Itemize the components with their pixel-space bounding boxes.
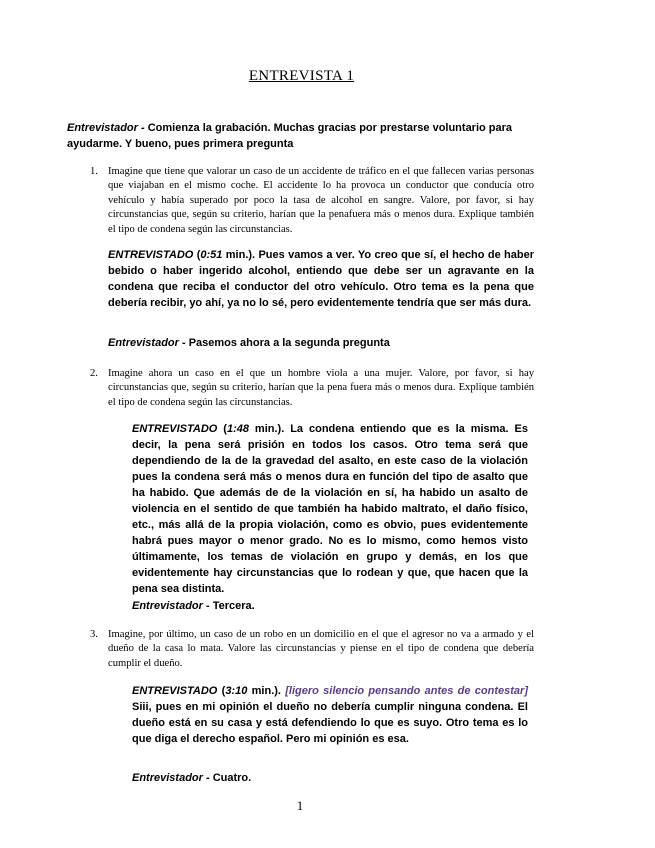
answer-paragraph: ENTREVISTADO (1:48 min.). La condena entiendo que es la misma. Es decir, la pena será prisión en todos los casos. Otro tema será que dependiendo de la de la gravedad del asalto, en este caso de la violación pues la condena será más o menos dura en función del tipo de asalto que ha habido. Que además de de la violación en sí, ha habido un asalto de violencia en el sentido de que también ha habido maltrato, el daño físico, etc., más allá de la propia violación, como es obvio, pues evidentemente habrá pues mayor o menor grado. No es lo mismo, como hemos visto últimamente, los temas de violación en grupo y demás, en los que evidentemente hay circunstancias que lo rodean y que, que hacen que la pena sea distinta.	[132, 423, 528, 595]
answer-time-suffix: min.).	[247, 685, 281, 697]
interviewer-line	[132, 770, 528, 786]
intro-text: Comienza la grabación. Muchas gracias por prestarse voluntario para ayudarme. Y bueno, pues primera pregunta	[67, 122, 513, 150]
answer-text: Siii, pues en mi opinión el dueño no debería cumplir ninguna condena. El dueño está en su casa y está defendiendo lo que es suyo. Otro tema es lo que diga el derecho español. Pero mi opinión es esa.	[132, 701, 528, 745]
answer-text: La condena entiendo que es la misma. Es decir, la pena será prisión en todos los casos. Otro tema será que dependiendo de la de la gravedad del asalto, en este caso de la violación pues la condena será más o menos dura en función del tipo de asalto que ha habido. Que además de de la violación en sí, ha habido un asalto de violencia en el sentido de que también ha habido maltrato, el daño físico, etc., más allá de la propia violación, como es obvio, pues evidentemente habrá pues mayor o menor grado. No es lo mismo, como hemos visto últimamente, los temas de violación en grupo y demás, en los que evidentemente hay circunstancias que lo rodean y que, que hacen que la pena sea distinta.	[132, 423, 528, 595]
answer-time: 1:48	[226, 423, 249, 435]
answer-paragraph: ENTREVISTADO (3:10 min.). [ligero silencio pensando antes de contestar] Siii, pues en mi opinión el dueño no debería cumplir ninguna condena. El dueño está en su casa y está defendiendo lo que es suyo. Otro tema es lo que diga el derecho español. Pero mi opinión es esa.	[132, 685, 528, 745]
question-number: 1.	[90, 166, 98, 177]
answer-paragraph: ENTREVISTADO (0:51 min.). Pues vamos a ver. Yo creo que sí, el hecho de haber bebido o haber ingerido alcohol, entiendo que debe ser un agravante en la condena que reciba el conductor del otro vehículo. Otro tema es la pena que debería recibir, yo ahí, ya no lo sé, pero evidentemente tendría que ser más dura.	[108, 249, 534, 309]
question-number: 3.	[90, 629, 98, 640]
page-number: 1	[296, 798, 304, 813]
interviewer-text: Tercera.	[209, 600, 255, 612]
interviewer-text: Pasemos ahora a la segunda pregunta	[185, 337, 390, 349]
interviewer-line	[108, 335, 534, 351]
answer-time-suffix: min.).	[249, 423, 285, 435]
intro-paragraph	[67, 120, 537, 152]
answer-speaker: ENTREVISTADO	[132, 423, 218, 435]
answer-note: [ligero silencio pensando antes de contestar]	[285, 685, 528, 697]
answer-time-suffix: min.).	[222, 249, 256, 261]
interviewer-speaker: Entrevistador -	[132, 772, 210, 784]
question-text: Imagine, por último, un caso de un robo en un domicilio en el que el agresor no va a armado y el dueño de la casa lo mata. Valore las circunstancias y piense en el tipo de condena que debería cumplir el dueño.	[108, 629, 534, 669]
answer-text: Pues vamos a ver. Yo creo que sí, el hecho de haber bebido o haber ingerido alcohol, entiendo que debe ser un agravante en la condena que reciba el conductor del otro vehículo. Otro tema es la pena que debería recibir, yo ahí, ya no lo sé, pero evidentemente tendría que ser más dura.	[108, 249, 534, 309]
interviewer-line	[132, 598, 528, 614]
answer-speaker: ENTREVISTADO	[108, 249, 194, 261]
intro-speaker: Entrevistador -	[67, 122, 145, 134]
interviewer-speaker: Entrevistador -	[108, 337, 186, 349]
page-title: ENTREVISTA 1	[248, 68, 355, 84]
answer-time: 0:51	[200, 249, 223, 261]
answer-speaker: ENTREVISTADO	[132, 685, 218, 697]
question-text: Imagine que tiene que valorar un caso de un accidente de tráfico en el que fallecen varias personas que viajaban en el mismo coche. El accidente lo ha provoca un conductor que conducía otro vehículo y había superado por poco la tasa de alcohol en sangre. Valore, por favor, si hay circunstancias que, según su criterio, harían que la penafuera más o menos dura. Explique también el tipo de condena según las circunstancias.	[108, 166, 534, 235]
answer-time: 3:10	[225, 685, 248, 697]
question-text: Imagine ahora un caso en el que un hombre viola a una mujer. Valore, por favor, si hay circunstancias que, según su criterio, harían que la pena fuera más o menos dura. Explique también el tipo de condena según las circunstancias.	[108, 368, 534, 408]
question-number: 2.	[90, 368, 98, 379]
interviewer-speaker: Entrevistador -	[132, 600, 210, 612]
interviewer-text: Cuatro.	[209, 772, 252, 784]
